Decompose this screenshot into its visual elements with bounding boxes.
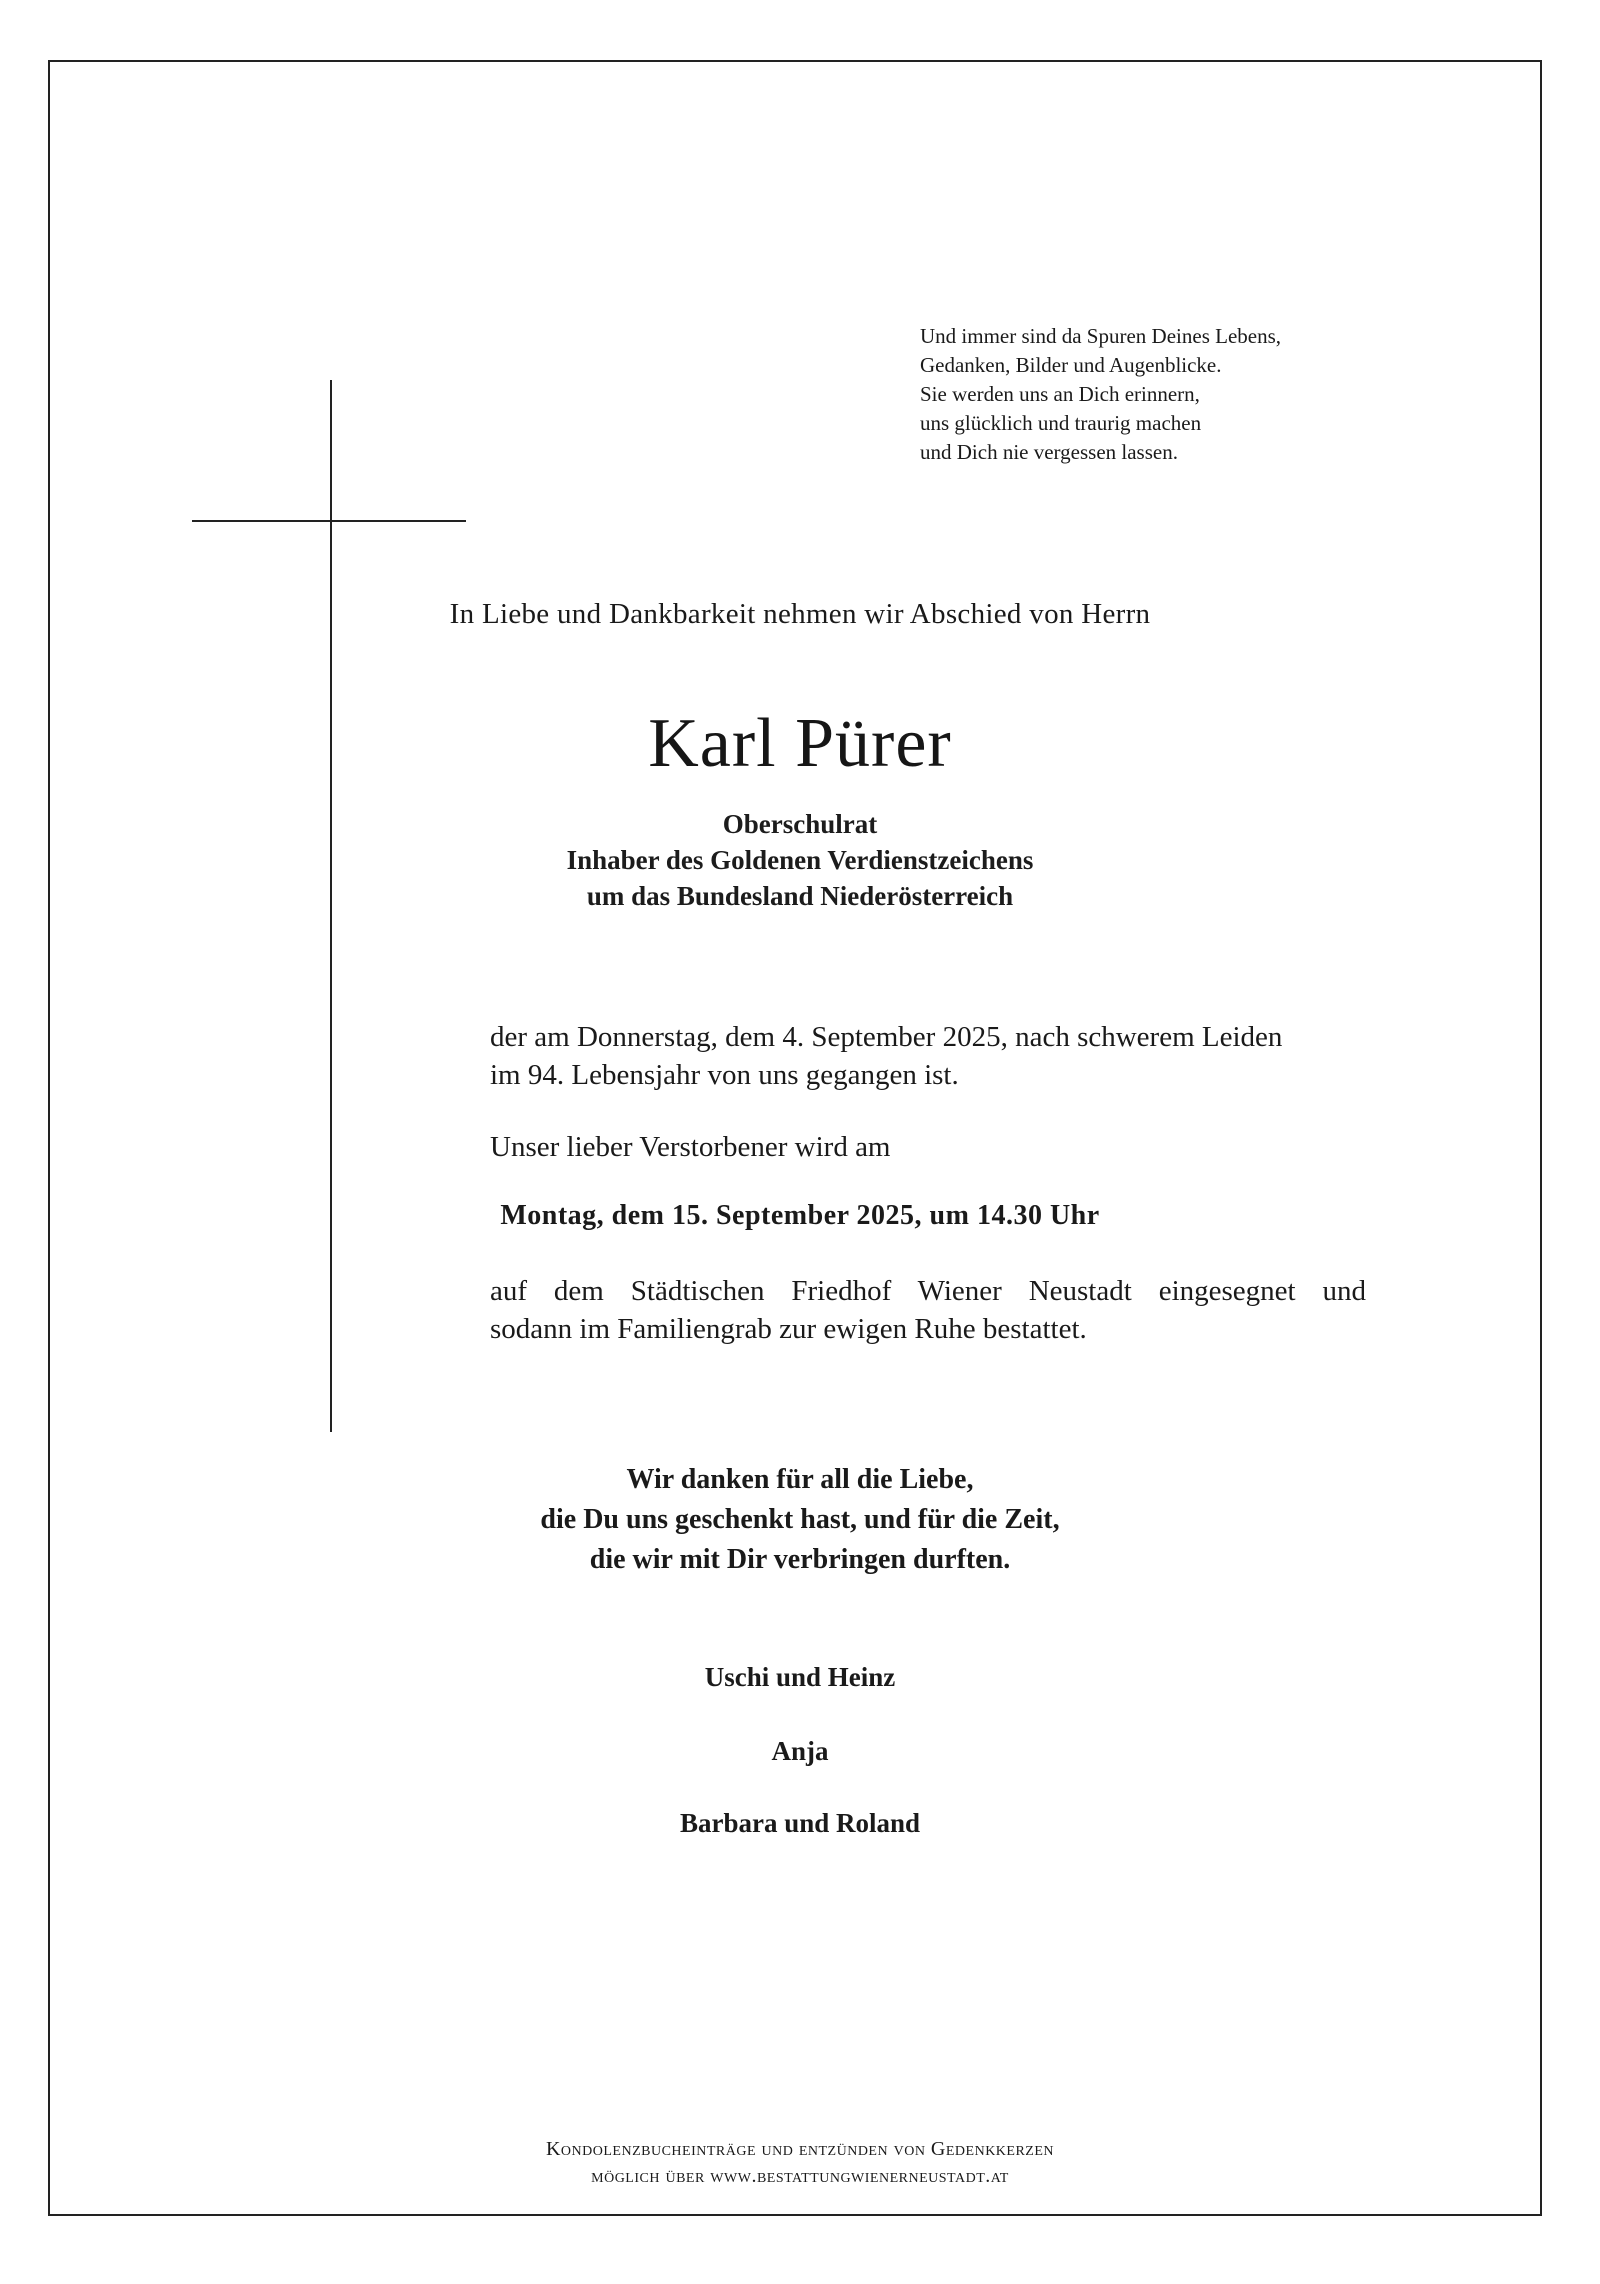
thanks-line: die wir mit Dir verbringen durften. [589,1544,1011,1575]
family-member: Uschi und Heinz [704,1662,896,1692]
burial-place-line: auf dem Städtischen Friedhof Wiener Neustadt eingesegnet und [490,1275,1366,1307]
burial-intro: Unser lieber Verstorbener wird am [490,1131,891,1163]
burial-place-paragraph [490,1272,1366,1348]
title-line: Inhaber des Goldenen Verdienstzeichens [566,845,1034,875]
cross-icon-horizontal [192,520,466,522]
family-member: Anja [771,1736,829,1766]
thanks-line: die Du uns geschenkt hast, und für die Zeit, [540,1504,1060,1535]
memorial-poem [920,322,1380,467]
deceased-titles [0,806,1600,914]
title-line: Oberschulrat [722,809,878,839]
poem-line: uns glücklich und traurig machen [920,411,1202,435]
passing-line: im 94. Lebensjahr von uns gegangen ist. [490,1059,959,1091]
family-member: Barbara und Roland [679,1808,921,1838]
poem-line: Und immer sind da Spuren Deines Lebens, [920,324,1282,348]
burial-date: Montag, dem 15. September 2025, um 14.30 Uhr [500,1200,1100,1231]
passing-line: der am Donnerstag, dem 4. September 2025, nach schwerem Leiden [490,1021,1283,1053]
thanks-text [0,1460,1600,1580]
passing-paragraph [490,1018,1366,1094]
footer-line: möglich über www.bestattungwienerneustadt.at [591,2165,1009,2187]
burial-place-line: sodann im Familiengrab zur ewigen Ruhe bestattet. [490,1313,1087,1345]
deceased-name: Karl Pürer [648,705,952,782]
footer-note [0,2136,1600,2190]
intro-text: In Liebe und Dankbarkeit nehmen wir Abschied von Herrn [449,598,1151,630]
title-line: um das Bundesland Niederösterreich [586,881,1014,911]
poem-line: Sie werden uns an Dich erinnern, [920,382,1200,406]
poem-line: und Dich nie vergessen lassen. [920,440,1178,464]
thanks-line: Wir danken für all die Liebe, [626,1464,974,1495]
footer-line: Kondolenzbucheinträge und entzünden von Gedenkkerzen [545,2138,1055,2160]
poem-line: Gedanken, Bilder und Augenblicke. [920,353,1222,377]
